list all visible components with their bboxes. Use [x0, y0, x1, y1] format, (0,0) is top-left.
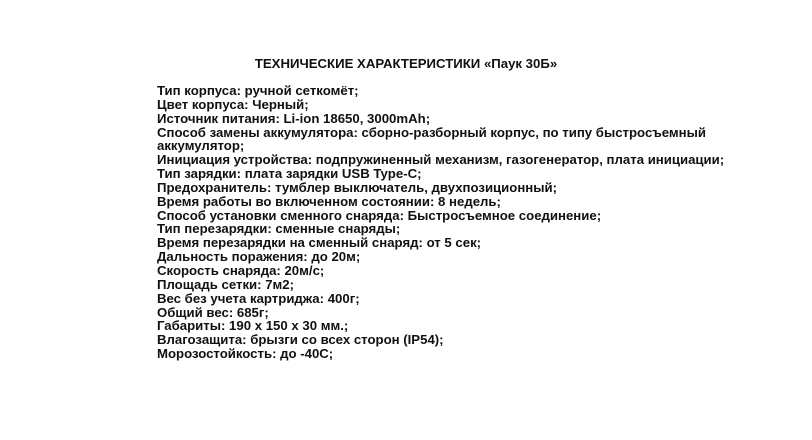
spec-item-dimensions: Габариты: 190 х 150 х 30 мм.;: [157, 318, 349, 334]
spec-item-battery-replacement-line2: аккумулятор;: [157, 138, 245, 154]
spec-item-operating-time: Время работы во включенном состоянии: 8 недель;: [157, 193, 501, 209]
spec-item-power-source: Источник питания: Li-ion 18650, 3000mAh;: [157, 110, 431, 126]
spec-item-body-color: Цвет корпуса: Черный;: [157, 96, 309, 112]
spec-item-reload-type: Тип перезарядки: сменные снаряды;: [157, 221, 401, 237]
spec-item-water-protection: Влагозащита: брызги со всех сторон (IP54);: [157, 332, 444, 348]
spec-item-weight-no-cartridge: Вес без учета картриджа: 400г;: [157, 290, 360, 306]
spec-item-initiation: Инициация устройства: подпружиненный механизм, газогенератор, плата инициации;: [157, 152, 725, 168]
spec-item-safety-switch: Предохранитель: тумблер выключатель, двухпозиционный;: [157, 179, 558, 195]
spec-item-projectile-speed: Скорость снаряда: 20м/с;: [157, 262, 325, 278]
spec-item-reload-time: Время перезарядки на сменный снаряд: от 5 сек;: [157, 235, 482, 251]
spec-list: [157, 83, 725, 362]
spec-item-charging-type: Тип зарядки: плата зарядки USB Type-C;: [157, 166, 422, 182]
spec-item-net-area: Площадь сетки: 7м2;: [157, 276, 295, 292]
spec-item-range: Дальность поражения: до 20м;: [157, 249, 361, 265]
spec-item-battery-replacement: [157, 124, 706, 154]
spec-item-projectile-mount: Способ установки сменного снаряда: Быстросъемное соединение;: [157, 207, 602, 223]
spec-item-total-weight: Общий вес: 685г;: [157, 304, 269, 320]
document-title: ТЕХНИЧЕСКИЕ ХАРАКТЕРИСТИКИ «Паук 30Б»: [254, 56, 558, 71]
spec-item-frost-resistance: Морозостойкость: до -40С;: [157, 346, 334, 362]
spec-item-body-type: Тип корпуса: ручной сеткомёт;: [157, 83, 359, 98]
spec-item-battery-replacement-line1: Способ замены аккумулятора: сборно-разборный корпус, по типу быстросъемный: [157, 124, 706, 140]
